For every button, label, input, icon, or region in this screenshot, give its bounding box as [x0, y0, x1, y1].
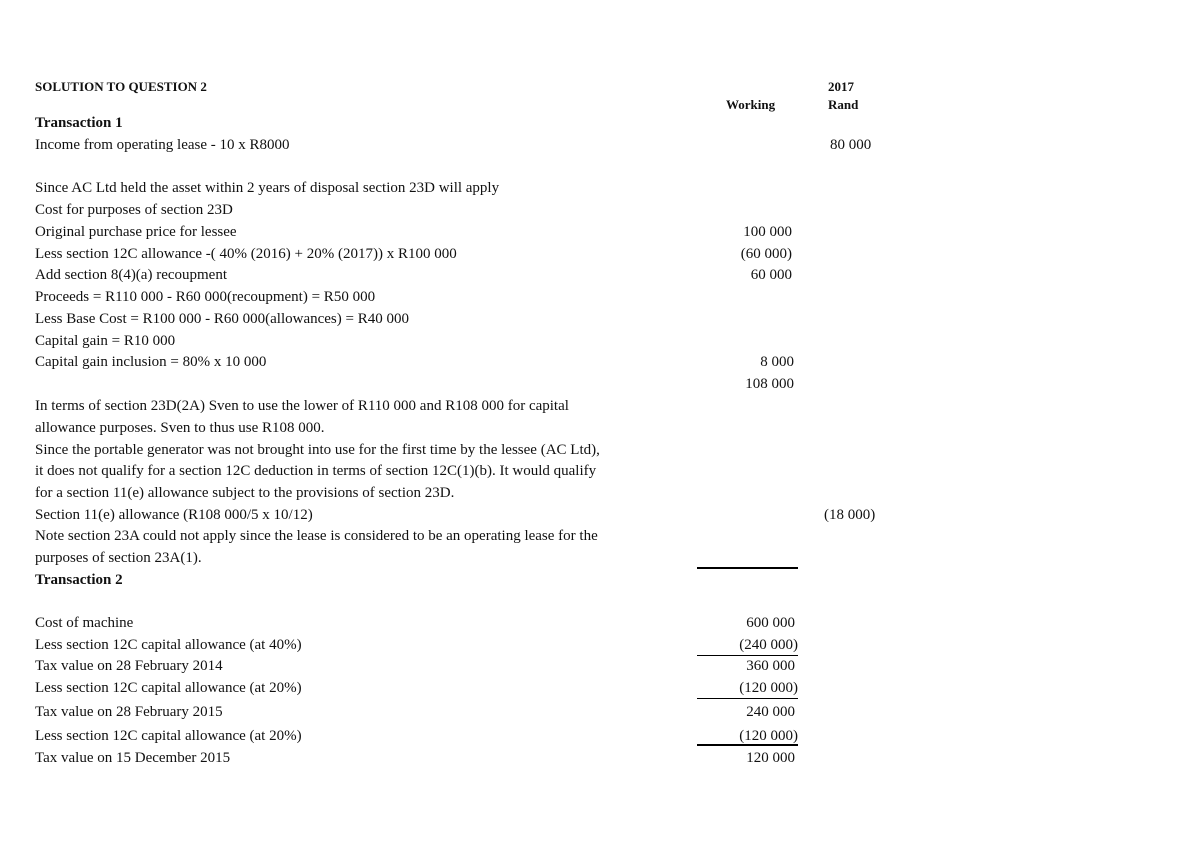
- table-row-label: Tax value on 28 February 2015: [35, 704, 223, 720]
- working-column-header: Working: [726, 97, 776, 112]
- text-line: Less section 12C allowance -( 40% (2016) + 20% (2017)) x R100 000: [35, 246, 457, 262]
- table-row-label: Less section 12C capital allowance (at 20%): [35, 680, 302, 696]
- text-line: Proceeds = R110 000 - R60 000(recoupment) = R50 000: [35, 289, 376, 305]
- underline: [697, 744, 798, 746]
- text-line: for a section 11(e) allowance subject to the provisions of section 23D.: [35, 485, 455, 501]
- text-line: Add section 8(4)(a) recoupment: [35, 267, 228, 283]
- rand-column-header: Rand: [828, 97, 859, 112]
- table-row-value: 360 000: [746, 658, 795, 674]
- underline: [697, 655, 798, 656]
- text-line: allowance purposes. Sven to thus use R108 000.: [35, 420, 325, 436]
- text-line: Since the portable generator was not brought into use for the first time by the lessee (AC Ltd),: [35, 442, 600, 458]
- table-row-value: 600 000: [746, 615, 795, 631]
- income-rand-value: 80 000: [830, 137, 872, 153]
- table-row-value: (120 000): [739, 728, 798, 744]
- text-line: Less Base Cost = R100 000 - R60 000(allowances) = R40 000: [35, 311, 409, 327]
- text-line: purposes of section 23A(1).: [35, 550, 202, 566]
- working-value: (60 000): [740, 246, 792, 262]
- table-row-value: (240 000): [739, 637, 798, 653]
- table-row-value: 240 000: [746, 704, 795, 720]
- text-line: Since AC Ltd held the asset within 2 years of disposal section 23D will apply: [35, 180, 500, 196]
- transaction-2-heading: Transaction 2: [35, 572, 123, 588]
- table-row-label: Tax value on 28 February 2014: [35, 658, 223, 674]
- text-line: Original purchase price for lessee: [35, 224, 237, 240]
- income-label: Income from operating lease - 10 x R8000: [35, 137, 290, 153]
- year-header: 2017: [828, 79, 854, 94]
- table-row-value: 120 000: [746, 750, 795, 766]
- underline: [697, 698, 798, 699]
- section-11e-rand-value: (18 000): [824, 507, 876, 523]
- transaction-1-heading: Transaction 1: [35, 115, 123, 131]
- table-row-label: Cost of machine: [35, 615, 134, 631]
- text-line: Capital gain = R10 000: [35, 333, 176, 349]
- working-value: 100 000: [743, 224, 792, 240]
- page-title: SOLUTION TO QUESTION 2: [35, 79, 207, 94]
- divider-line: [697, 567, 798, 569]
- working-value: 60 000: [750, 267, 792, 283]
- table-row-label: Less section 12C capital allowance (at 20%): [35, 728, 302, 744]
- text-line: Note section 23A could not apply since the lease is considered to be an operating lease for the: [35, 528, 598, 544]
- table-row-label: Less section 12C capital allowance (at 40%): [35, 637, 302, 653]
- text-line: Capital gain inclusion = 80% x 10 000: [35, 354, 267, 370]
- text-line: In terms of section 23D(2A) Sven to use the lower of R110 000 and R108 000 for capital: [35, 398, 569, 414]
- table-row-label: Tax value on 15 December 2015: [35, 750, 231, 766]
- section-11e-label: Section 11(e) allowance (R108 000/5 x 10/12): [35, 507, 313, 523]
- text-line: Cost for purposes of section 23D: [35, 202, 233, 218]
- working-value: 8 000: [760, 354, 794, 370]
- text-line: it does not qualify for a section 12C deduction in terms of section 12C(1)(b). It would qualify: [35, 463, 597, 479]
- working-total: 108 000: [745, 376, 794, 392]
- table-row-value: (120 000): [739, 680, 798, 696]
